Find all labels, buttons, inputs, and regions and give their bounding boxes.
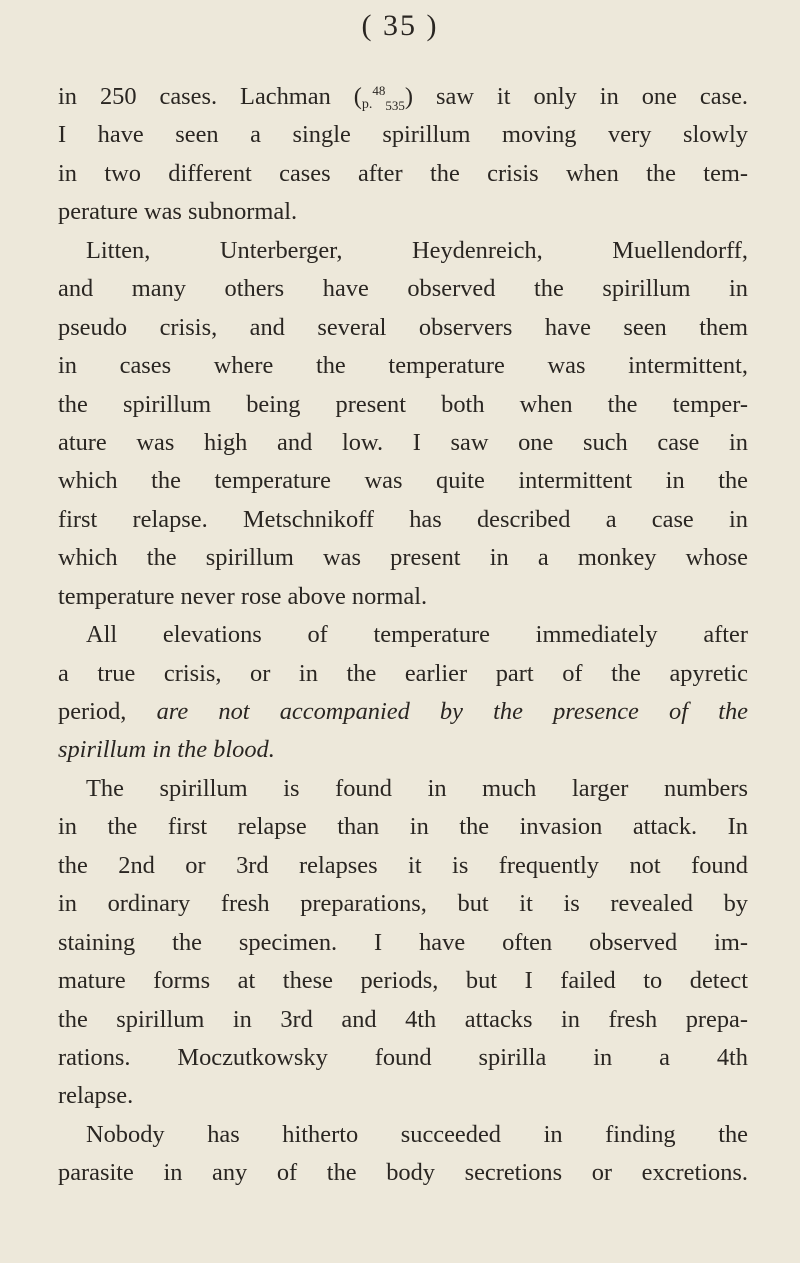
- text-line: [58, 693, 748, 731]
- text-line: rations. Moczutkowsky found spirilla in a 4th: [58, 1043, 748, 1071]
- text-line: pseudo crisis, and several observers have seen them: [58, 313, 748, 341]
- citation-page-prefix: p.: [361, 97, 373, 112]
- body-text: [58, 78, 748, 1193]
- text-line: a true crisis, or in the earlier part of the apyretic: [58, 659, 748, 687]
- text-line: ature was high and low. I saw one such case in: [58, 428, 748, 456]
- citation-superscript: 48: [372, 82, 386, 98]
- text-line: first relapse. Metschnikoff has described a case in: [58, 505, 748, 533]
- text-line: the 2nd or 3rd relapses it is frequently not found: [58, 851, 748, 879]
- text-line: which the temperature was quite intermittent in the: [58, 467, 748, 495]
- text-line: mature forms at these periods, but I failed to detect: [58, 967, 748, 995]
- italic-text-run: are not accompanied by the presence of the: [156, 698, 748, 725]
- text-line: staining the specimen. I have often observed im-: [58, 928, 748, 956]
- text-line: in cases where the temperature was intermittent,: [58, 352, 748, 380]
- page-number: ( 35 ): [361, 9, 439, 42]
- text-line: temperature never rose above normal.: [58, 582, 428, 610]
- text-line: Nobody has hitherto succeeded in finding the: [86, 1120, 748, 1148]
- italic-text-run: spirillum in the blood.: [58, 736, 275, 764]
- text-line: in the first relapse than in the invasion attack. In: [58, 813, 748, 841]
- text-line: [58, 731, 748, 769]
- text-line: [58, 78, 748, 116]
- text-line: perature was subnormal.: [58, 198, 298, 226]
- text-line: which the spirillum was present in a monkey whose: [58, 544, 748, 572]
- text-line: the spirillum being present both when the temper-: [58, 390, 748, 418]
- text-line: in ordinary fresh preparations, but it is revealed by: [58, 890, 748, 918]
- text-run: in 250 cases. Lachman (: [58, 83, 362, 110]
- text-line: I have seen a single spirillum moving very slowly: [58, 121, 748, 149]
- text-line: Litten, Unterberger, Heydenreich, Muellendorff,: [86, 236, 748, 264]
- text-run: ) saw it only in one case.: [404, 83, 749, 110]
- text-line: parasite in any of the body secretions or excretions.: [58, 1159, 748, 1187]
- citation-reference: [361, 82, 405, 113]
- text-line: in two different cases after the crisis when the tem-: [58, 159, 748, 187]
- text-line: the spirillum in 3rd and 4th attacks in fresh prepa-: [58, 1005, 748, 1033]
- text-line: The spirillum is found in much larger numbers: [86, 774, 748, 802]
- citation-subscript: 535: [385, 97, 405, 113]
- text-line: relapse.: [58, 1082, 134, 1110]
- text-line: All elevations of temperature immediately after: [86, 621, 748, 649]
- text-run: period,: [58, 698, 157, 725]
- text-line: and many others have observed the spirillum in: [58, 275, 748, 303]
